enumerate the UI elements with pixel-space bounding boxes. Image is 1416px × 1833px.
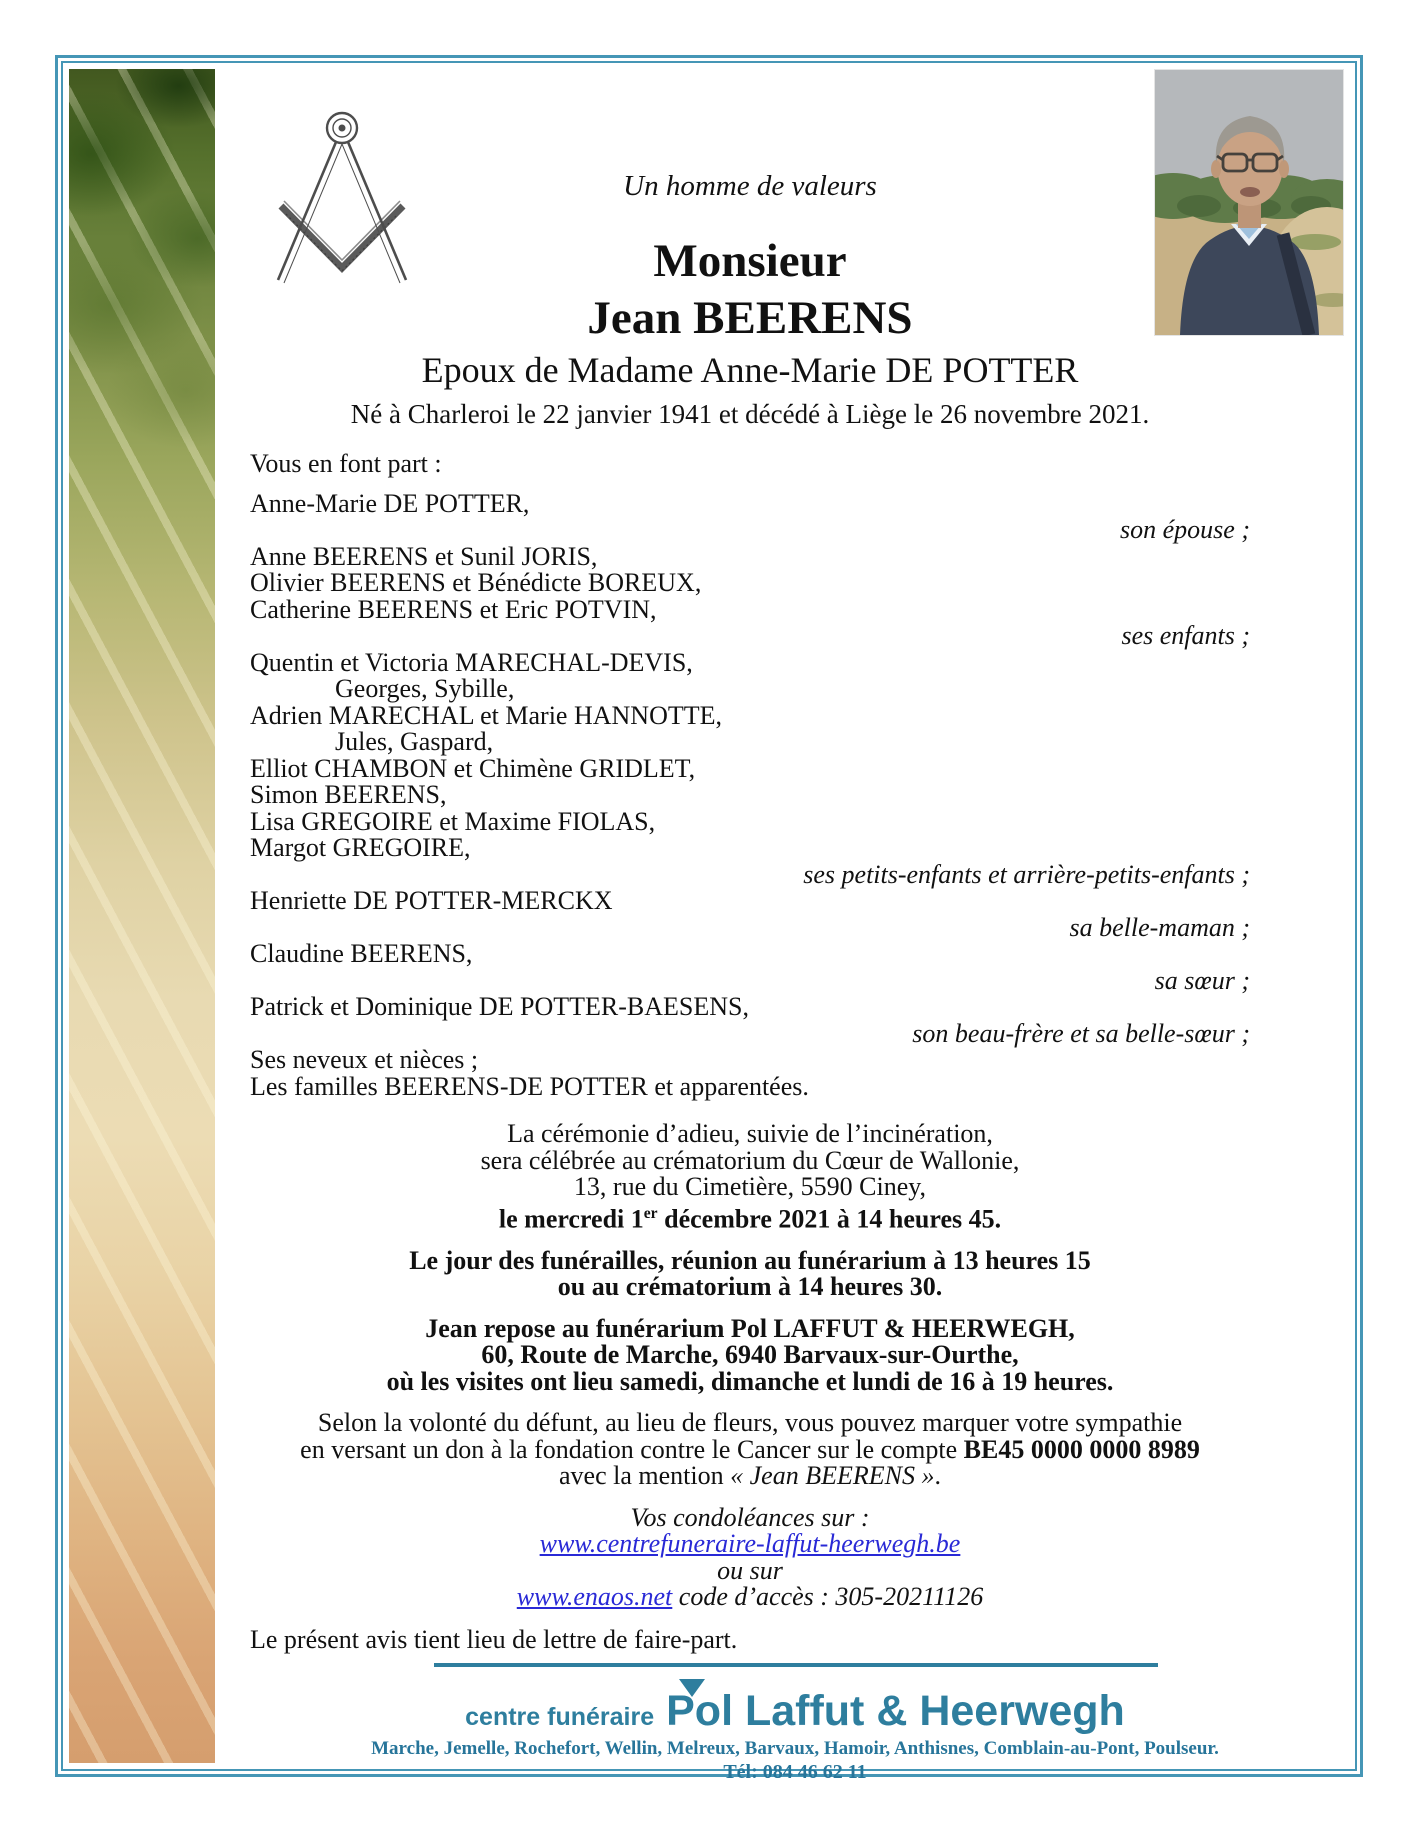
closing-line: Le présent avis tient lieu de lettre de faire-part. xyxy=(250,1624,738,1654)
family-member-greatgrandchild: Jules, Gaspard, xyxy=(335,727,494,756)
family-member-grandchild: Quentin et Victoria MARECHAL-DEVIS, xyxy=(250,647,693,677)
family-member-child: Anne BEERENS et Sunil JORIS, xyxy=(250,541,598,571)
deceased-title: Monsieur xyxy=(653,235,847,287)
family-member-grandchild: Elliot CHAMBON et Chimène GRIDLET, xyxy=(250,753,696,783)
brand-name: Pol Laffut & Heerwegh xyxy=(666,1687,1125,1735)
relation-label-mother-in-law: sa belle-maman ; xyxy=(1069,912,1250,942)
ceremony-line: 13, rue du Cimetière, 5590 Ciney, xyxy=(573,1172,927,1201)
families-line: Les familles BEERENS-DE POTTER et apparentées. xyxy=(250,1071,809,1101)
announcement-intro: Vous en font part : xyxy=(250,449,442,478)
ceremony-line: sera célébrée au crématorium du Cœur de Wallonie, xyxy=(480,1145,1020,1175)
relation-label-children: ses enfants ; xyxy=(1121,621,1250,650)
funeral-home-footer xyxy=(300,1687,1290,1783)
enaos-website-link[interactable]: www.enaos.net xyxy=(516,1582,673,1612)
family-member-mother-in-law: Henriette DE POTTER-MERCKX xyxy=(250,886,613,915)
funeral-home-website-link[interactable]: www.centrefuneraire-laffut-heerwegh.be xyxy=(539,1529,961,1559)
ceremony-line: La cérémonie d’adieu, suivie de l’incinération, xyxy=(507,1119,993,1148)
ceremony-date-ordinal: er xyxy=(643,1204,658,1222)
family-member-grandchild: Simon BEERENS, xyxy=(250,780,447,809)
repose-line: 60, Route de Marche, 6940 Barvaux-sur-Ourthe, xyxy=(481,1340,1019,1370)
repose-line: Jean repose au funérarium Pol LAFFUT & HEERWEGH, xyxy=(425,1313,1075,1343)
condolences-heading: Vos condoléances sur : xyxy=(630,1502,870,1532)
motto-line: Un homme de valeurs xyxy=(623,170,877,202)
mention-prefix: avec la mention xyxy=(559,1461,731,1491)
donation-text: en versant un don à la fondation contre le Cancer sur le compte xyxy=(300,1434,964,1464)
mention-suffix: . xyxy=(934,1461,941,1491)
ceremony-date-main: le mercredi 1 xyxy=(498,1204,644,1234)
meeting-line: Le jour des funérailles, réunion au funérarium à 13 heures 15 xyxy=(409,1245,1091,1275)
brand-prefix: centre funéraire xyxy=(465,1703,655,1731)
ceremony-date-line xyxy=(250,1201,1250,1233)
meeting-line: ou au crématorium à 14 heures 30. xyxy=(557,1272,943,1302)
donation-account-line xyxy=(250,1434,1250,1464)
family-member-grandchild: Lisa GREGOIRE et Maxime FIOLAS, xyxy=(250,806,656,836)
family-member-in-laws: Patrick et Dominique DE POTTER-BAESENS, xyxy=(250,992,750,1021)
ceremony-date-rest: décembre 2021 à 14 heures 45. xyxy=(657,1204,1002,1234)
funeral-home-phone: Tél: 084 46 62 11 xyxy=(723,1761,867,1783)
enaos-link-line xyxy=(250,1584,1250,1611)
family-member-child: Catherine BEERENS et Eric POTVIN, xyxy=(250,594,657,624)
repose-line: où les visites ont lieu samedi, dimanche et lundi de 16 à 19 heures. xyxy=(386,1366,1114,1396)
funeral-home-brand xyxy=(300,1687,1290,1736)
footer-divider-line xyxy=(434,1663,1158,1667)
forest-path-side-image xyxy=(69,69,215,1763)
deceased-name: Jean BEERENS xyxy=(587,292,913,344)
condolences-or-line: ou sur xyxy=(717,1555,783,1585)
family-member-child: Olivier BEERENS et Bénédicte BOREUX, xyxy=(250,568,702,597)
relation-label-sister: sa sœur ; xyxy=(1154,965,1250,995)
donation-account-number: BE45 0000 0000 8989 xyxy=(963,1434,1200,1464)
family-member-grandchild: Adrien MARECHAL et Marie HANNOTTE, xyxy=(250,700,722,730)
family-member-greatgrandchild: Georges, Sybille, xyxy=(335,674,515,703)
family-member-grandchild: Margot GREGOIRE, xyxy=(250,833,471,862)
donation-mention-line xyxy=(250,1463,1250,1490)
mention-name: « Jean BEERENS » xyxy=(730,1461,935,1491)
announcement-body xyxy=(250,170,1250,1653)
funeral-home-locations: Marche, Jemelle, Rochefort, Wellin, Melreux, Barvaux, Hamoir, Anthisnes, Comblain-au-Pont, Poulseur. xyxy=(371,1738,1219,1759)
donation-line: Selon la volonté du défunt, au lieu de fleurs, vous pouvez marquer votre sympathie xyxy=(317,1408,1183,1438)
access-code-text: code d’accès : 305-20211126 xyxy=(672,1582,984,1612)
family-member-sister: Claudine BEERENS, xyxy=(250,939,473,968)
life-dates-line: Né à Charleroi le 22 janvier 1941 et décédé à Liège le 26 novembre 2021. xyxy=(350,399,1150,429)
condolences-link-line xyxy=(250,1531,1250,1558)
relation-label-grandchildren: ses petits-enfants et arrière-petits-enfants ; xyxy=(803,859,1250,889)
family-member-spouse: Anne-Marie DE POTTER, xyxy=(250,488,530,518)
nephews-nieces-line: Ses neveux et nièces ; xyxy=(250,1045,479,1074)
relation-label-in-laws: son beau-frère et sa belle-sœur ; xyxy=(912,1018,1250,1048)
spouse-of-line: Epoux de Madame Anne-Marie DE POTTER xyxy=(421,350,1079,390)
relation-label-spouse: son épouse ; xyxy=(1120,515,1250,544)
